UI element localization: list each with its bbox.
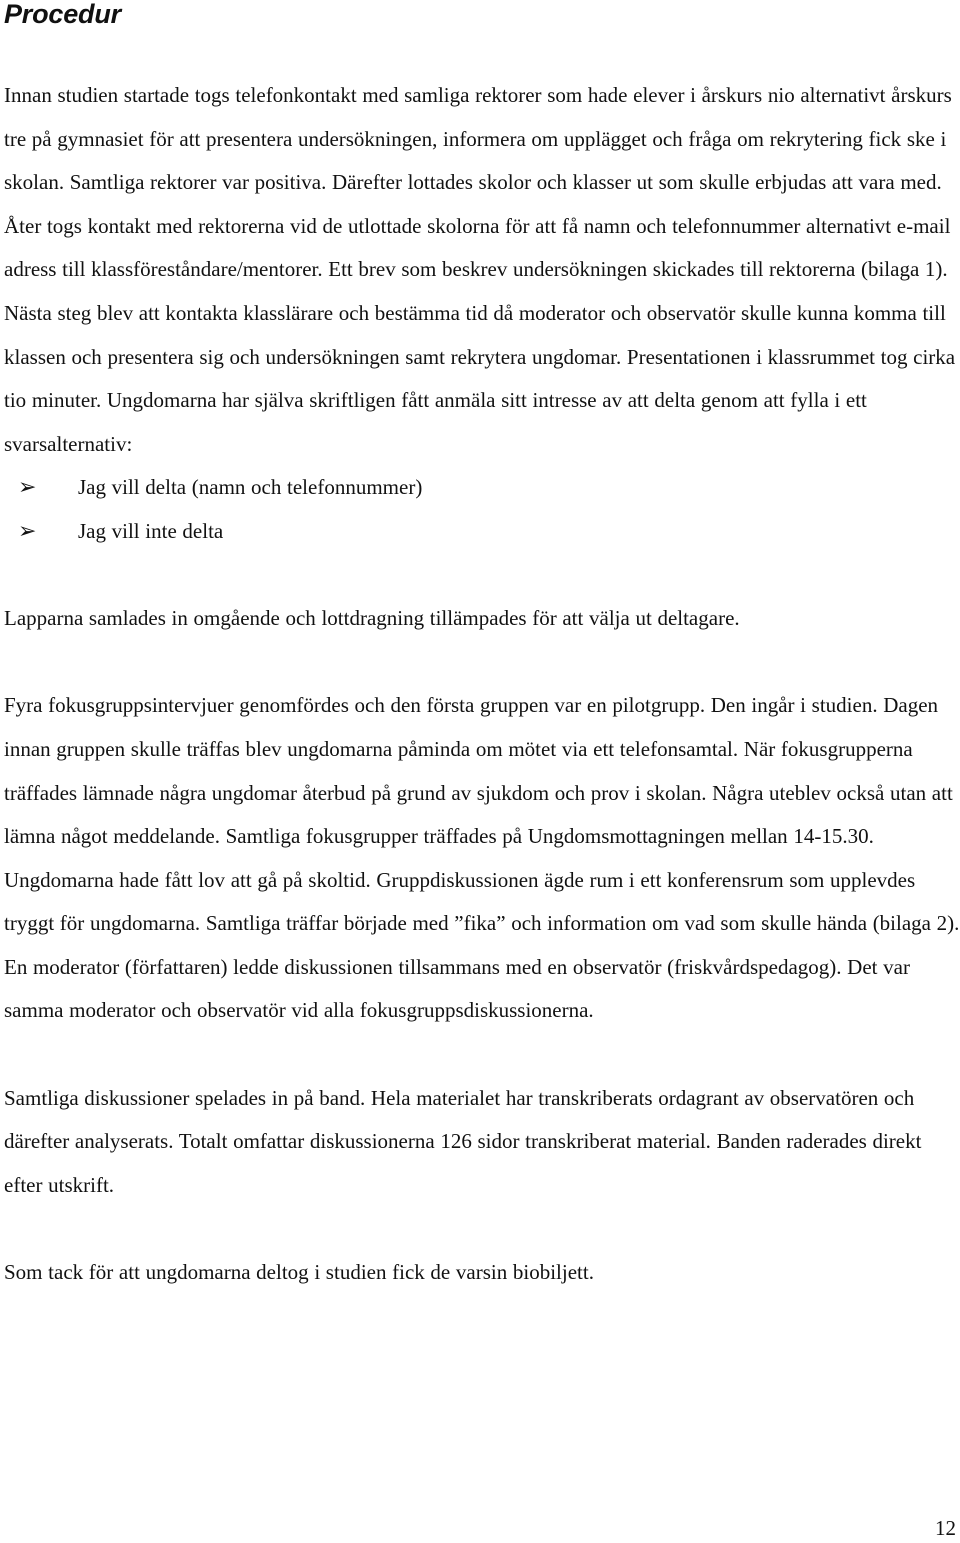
answer-options-list [4,466,960,553]
paragraph-thanks: Som tack för att ungdomarna deltog i studien fick de varsin biobiljett. [4,1260,594,1285]
answer-option [4,510,960,554]
arrow-bullet-icon: ➢ [18,475,37,501]
paragraph-recordings: Samtliga diskussioner spelades in på band. Hela materialet har transkriberats ordagrant av observatören och därefter analyserats. Totalt omfattar diskussionerna 126 sidor transkriberat material. Banden raderades direkt efter utskrift. [4,1085,922,1197]
page-number: 12 [935,1516,956,1540]
answer-option-text: Jag vill inte delta [78,518,224,543]
arrow-bullet-icon: ➢ [18,518,37,544]
answer-option [4,466,960,510]
section-heading: Procedur [4,0,121,29]
paragraph-lottery: Lapparna samlades in omgående och lottdragning tillämpades för att välja ut deltagare. [4,606,740,631]
document-body [4,74,960,1338]
paragraph-study-start: Innan studien startade togs telefonkontakt med samliga rektorer som hade elever i årskurs nio alternativt årskurs tre på gymnasiet för att presentera undersökningen, informera om upplägget och fråga om rekrytering fick ske i skolan. Samtliga rektorer var positiva. Därefter lottades skolor och klasser ut som skulle erbjudas att vara med. Åter togs kontakt med rektorerna vid de utlottade skolorna för att få namn och telefonnummer alternativt e-mail adress till klassföreståndare/mentorer. Ett brev som beskrev undersökningen skickades till rektorerna (bilaga 1). Nästa steg blev att kontakta klasslärare och bestämma tid då moderator och observatör skulle kunna komma till klassen och presentera sig och undersökningen samt rekrytera ungdomar. Presentationen i klassrummet tog cirka tio minuter. Ungdomarna har själva skriftligen fått anmäla sitt intresse av att delta genom att fylla i ett svarsalternativ: [4,83,956,456]
answer-option-text: Jag vill delta (namn och telefonnummer) [78,475,423,500]
paragraph-focus-groups: Fyra fokusgruppsintervjuer genomfördes och den första gruppen var en pilotgrupp. Den ingår i studien. Dagen innan gruppen skulle träffas blev ungdomarna påminda om mötet via ett telefonsamtal. När fokusgrupperna träffades lämnade några ungdomar återbud på grund av sjukdom och prov i skolan. Några uteblev också utan att lämna något meddelande. Samtliga fokusgrupper träffades på Ungdomsmottagningen mellan 14-15.30. Ungdomarna hade fått lov att gå på skoltid. Gruppdiskussionen ägde rum i ett konferensrum som upplevdes tryggt för ungdomarna. Samtliga träffar började med ”fika” och information om vad som skulle hända (bilaga 2). En moderator (författaren) ledde diskussionen tillsammans med en observatör (friskvårdspedagog). Det var samma moderator och observatör vid alla fokusgruppsdiskussionerna. [4,693,960,1023]
